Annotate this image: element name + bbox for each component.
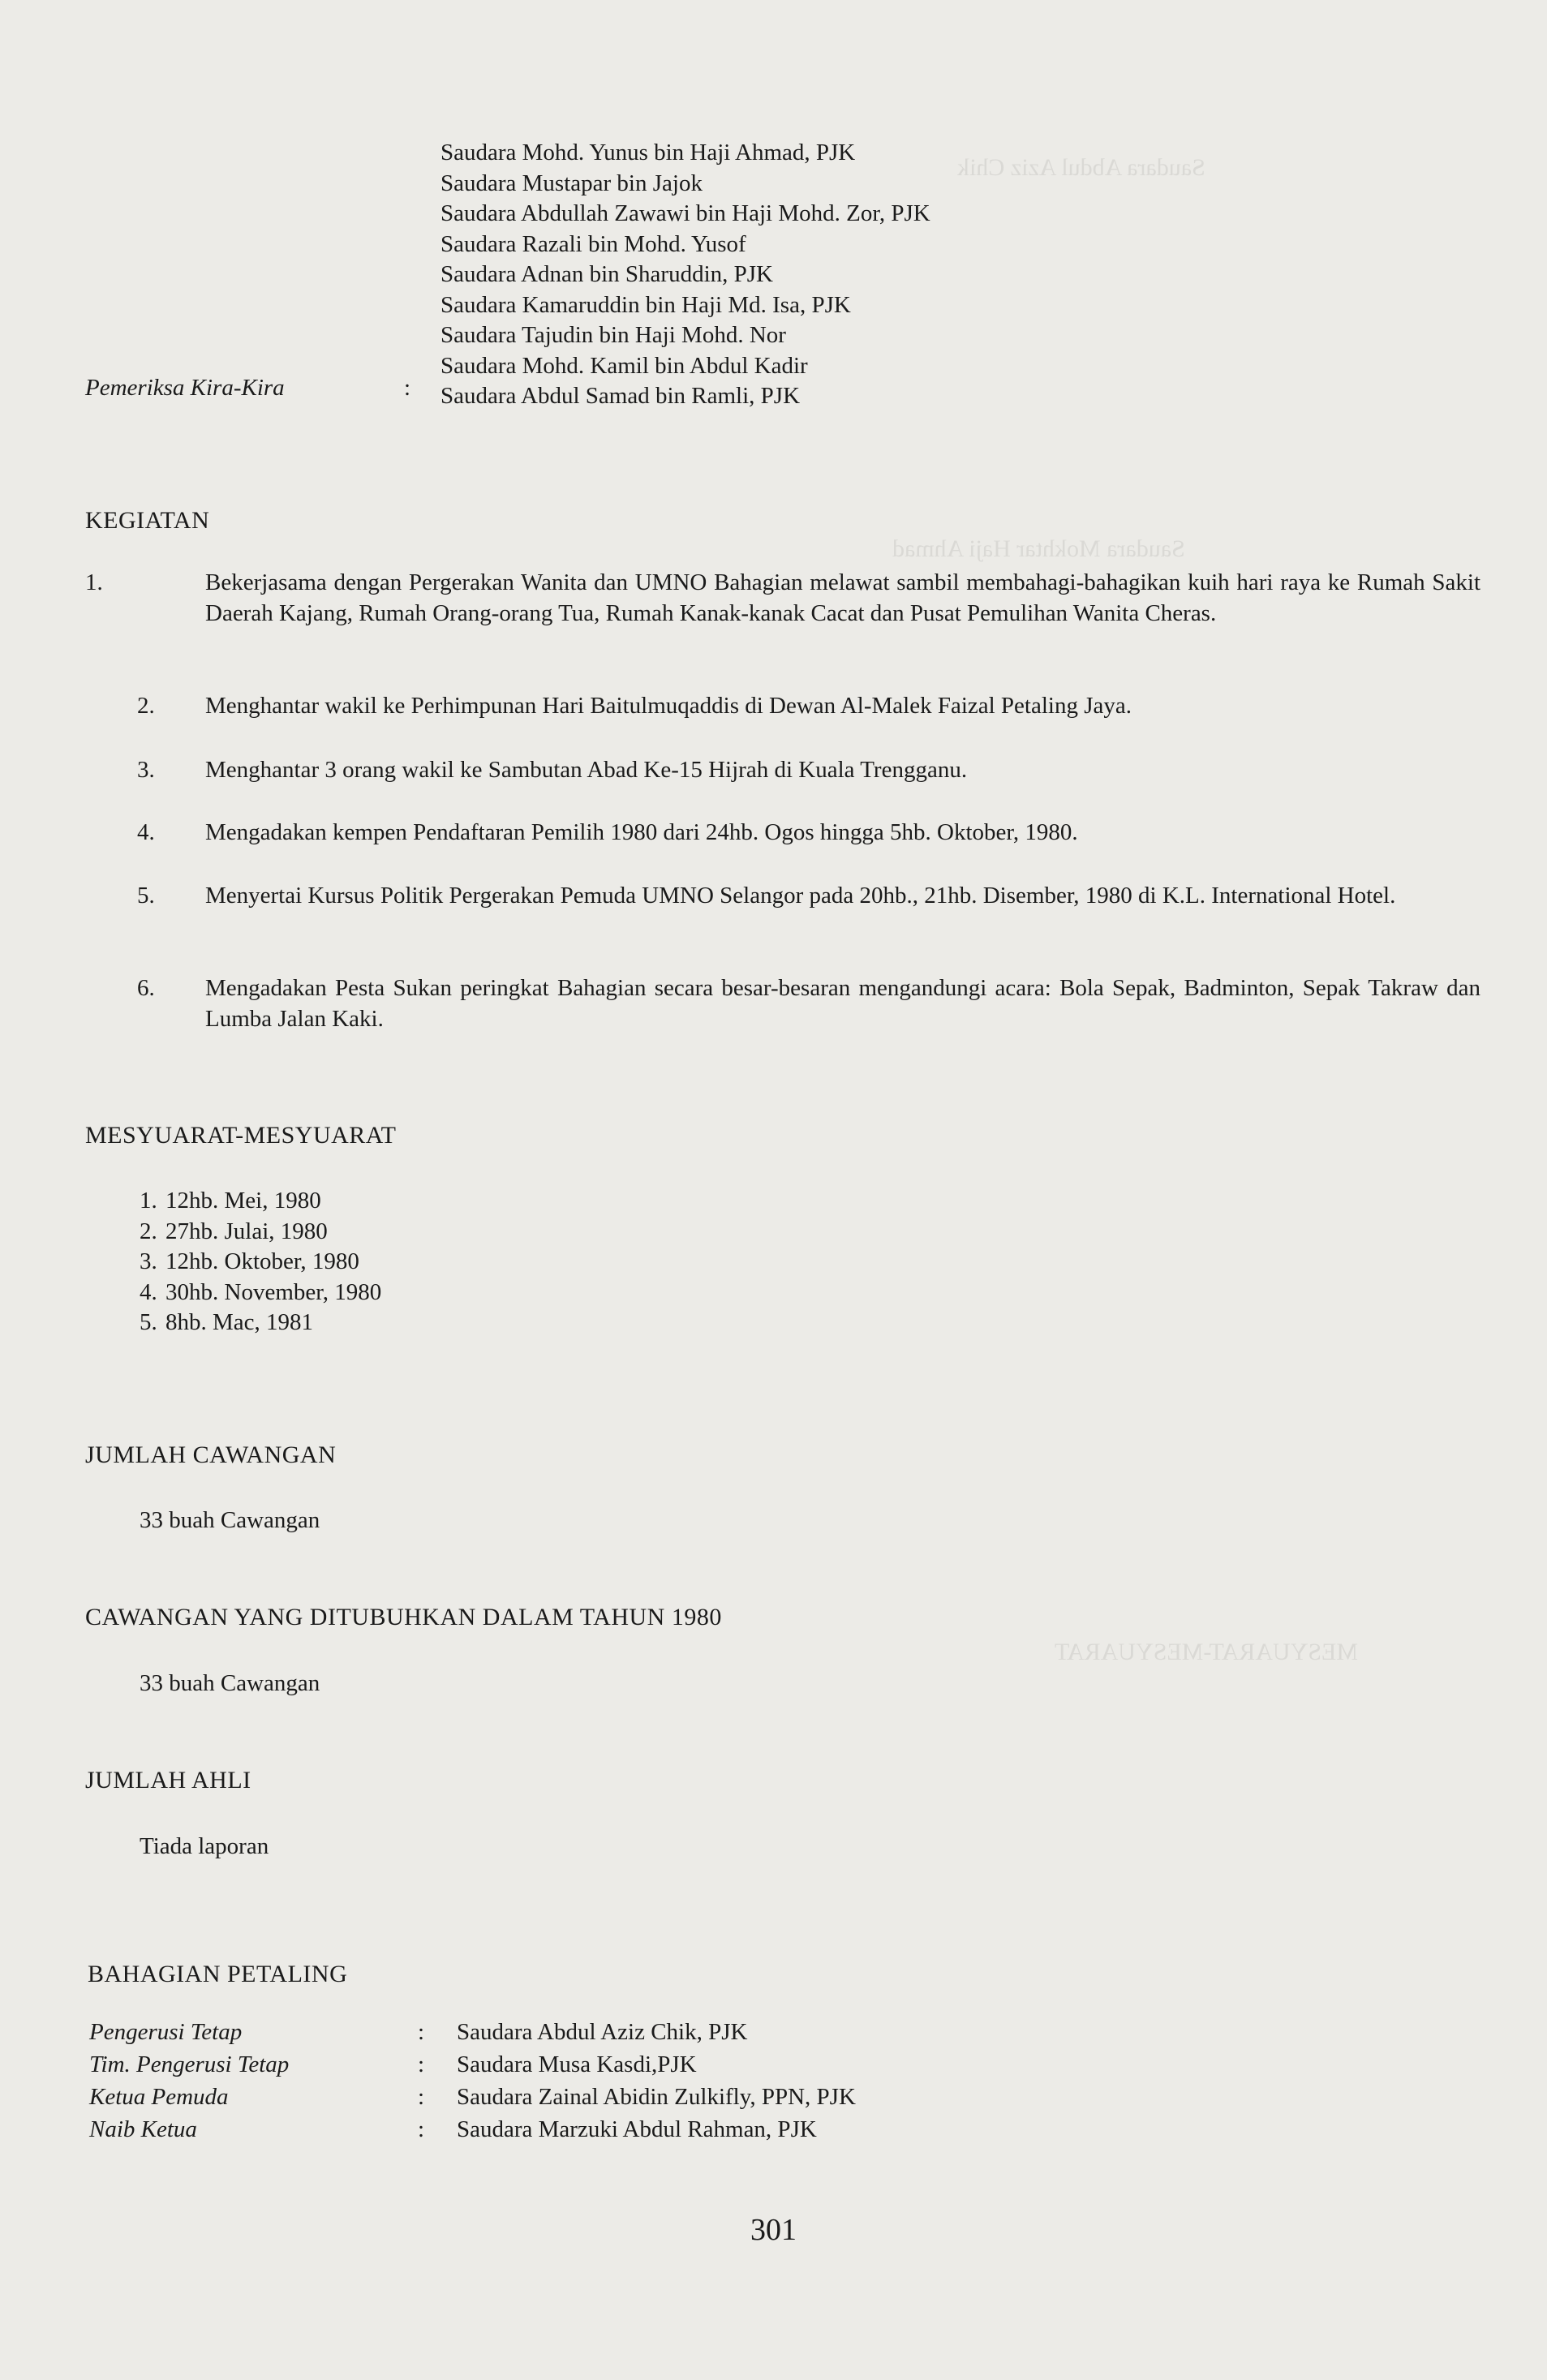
member-name: Saudara Razali bin Mohd. Yusof [440, 230, 746, 257]
meeting-date: 27hb. Julai, 1980 [165, 1218, 328, 1244]
auditor-colon: : [404, 375, 411, 401]
jumlah-cawangan-value: 33 buah Cawangan [140, 1507, 320, 1533]
show-through-text: Saudara Mokhtar Haji Ahmad [892, 535, 1185, 562]
member-name: Saudara Mohd. Yunus bin Haji Ahmad, PJK [440, 140, 856, 165]
jumlah-ahli-heading: JUMLAH AHLI [85, 1767, 251, 1794]
activity-item [137, 881, 1480, 912]
activity-item [137, 818, 1480, 848]
activity-number: 5. [137, 883, 155, 909]
officer-name: Saudara Marzuki Abdul Rahman, PJK [457, 2116, 817, 2142]
show-through-text: MESYUARAT-MESYUARAT [1055, 1639, 1358, 1665]
officer-colon: : [418, 2084, 425, 2110]
activity-number: 4. [137, 819, 155, 845]
meeting-date: 12hb. Mei, 1980 [165, 1188, 321, 1214]
meeting-date: 8hb. Mac, 1981 [165, 1309, 314, 1335]
member-name: Saudara Mohd. Kamil bin Abdul Kadir [440, 352, 808, 379]
meeting-number: 2. [140, 1218, 157, 1244]
officer-name: Saudara Musa Kasdi,PJK [457, 2051, 697, 2077]
cawangan-ditubuhkan-heading: CAWANGAN YANG DITUBUHKAN DALAM TAHUN 1980 [85, 1604, 722, 1630]
activity-text: Menghantar 3 orang wakil ke Sambutan Abad Ke-15 Hijrah di Kuala Trengganu. [205, 757, 968, 783]
activity-item [85, 568, 1480, 629]
activity-number: 1. [85, 569, 103, 595]
auditor-label: Pemeriksa Kira-Kira [85, 375, 285, 401]
meeting-item [140, 1278, 381, 1308]
activity-item [137, 973, 1480, 1034]
member-name: Saudara Tajudin bin Haji Mohd. Nor [440, 322, 786, 348]
show-through-text: Saudara Abdul Aziz Chik [957, 154, 1205, 181]
cawangan-ditubuhkan-value: 33 buah Cawangan [140, 1670, 320, 1696]
member-name: Saudara Mustapar bin Jajok [440, 170, 703, 196]
meeting-item [140, 1247, 381, 1278]
activity-text: Menyertai Kursus Politik Pergerakan Pemuda UMNO Selangor pada 20hb., 21hb. Disember, 1980 di K.L. International Hotel. [205, 883, 1396, 909]
meeting-number: 3. [140, 1248, 157, 1274]
officer-role: Tim. Pengerusi Tetap [89, 2051, 290, 2077]
activity-number: 3. [137, 757, 155, 783]
activity-text: Menghantar wakil ke Perhimpunan Hari Baitulmuqaddis di Dewan Al-Malek Faizal Petaling Jaya. [205, 693, 1132, 719]
officer-list [89, 2016, 856, 2146]
kegiatan-heading: KEGIATAN [85, 507, 210, 534]
officer-row [89, 2016, 856, 2048]
activity-text: Mengadakan Pesta Sukan peringkat Bahagian secara besar-besaran mengandungi acara: Bola Sepak, Badminton, Sepak Takraw dan Lumba Jalan Kaki. [205, 975, 1480, 1032]
meeting-number: 4. [140, 1278, 157, 1305]
activity-item [137, 755, 1480, 786]
member-name: Saudara Adnan bin Sharuddin, PJK [440, 261, 773, 287]
bahagian-heading: BAHAGIAN PETALING [88, 1961, 348, 1987]
officer-role: Ketua Pemuda [89, 2084, 229, 2110]
officer-row [89, 2048, 856, 2081]
officer-role: Pengerusi Tetap [89, 2019, 243, 2045]
officer-role: Naib Ketua [89, 2116, 197, 2142]
jumlah-cawangan-heading: JUMLAH CAWANGAN [85, 1441, 337, 1468]
meeting-item [140, 1308, 381, 1338]
activity-number: 6. [137, 975, 155, 1001]
committee-member-list [440, 138, 930, 412]
member-name: Saudara Kamaruddin bin Haji Md. Isa, PJK [440, 291, 851, 318]
meeting-list [140, 1186, 381, 1338]
activity-item [137, 691, 1480, 722]
member-name: Saudara Abdullah Zawawi bin Haji Mohd. Zor, PJK [440, 200, 930, 226]
officer-name: Saudara Abdul Aziz Chik, PJK [457, 2019, 748, 2045]
mesyuarat-heading: MESYUARAT-MESYUARAT [85, 1122, 397, 1149]
meeting-number: 5. [140, 1309, 157, 1335]
activity-text: Mengadakan kempen Pendaftaran Pemilih 1980 dari 24hb. Ogos hingga 5hb. Oktober, 1980. [205, 819, 1078, 845]
meeting-item [140, 1186, 381, 1217]
member-name: Saudara Abdul Samad bin Ramli, PJK [440, 383, 801, 409]
activity-text: Bekerjasama dengan Pergerakan Wanita dan UMNO Bahagian melawat sambil membahagi-bahagikan kuih hari raya ke Rumah Sakit Daerah Kajang, Rumah Orang-orang Tua, Rumah Kanak-kanak Cacat dan Pusat Pemulihan Wanita Cheras. [205, 569, 1480, 626]
activity-number: 2. [137, 693, 155, 719]
meeting-date: 30hb. November, 1980 [165, 1278, 382, 1305]
page-number: 301 [750, 2213, 797, 2247]
jumlah-ahli-value: Tiada laporan [140, 1833, 269, 1859]
meeting-number: 1. [140, 1188, 157, 1214]
officer-colon: : [418, 2019, 425, 2045]
officer-colon: : [418, 2051, 425, 2077]
meeting-item [140, 1217, 381, 1248]
officer-colon: : [418, 2116, 425, 2142]
officer-row [89, 2113, 856, 2146]
meeting-date: 12hb. Oktober, 1980 [165, 1248, 359, 1274]
officer-name: Saudara Zainal Abidin Zulkifly, PPN, PJK [457, 2084, 856, 2110]
officer-row [89, 2081, 856, 2113]
